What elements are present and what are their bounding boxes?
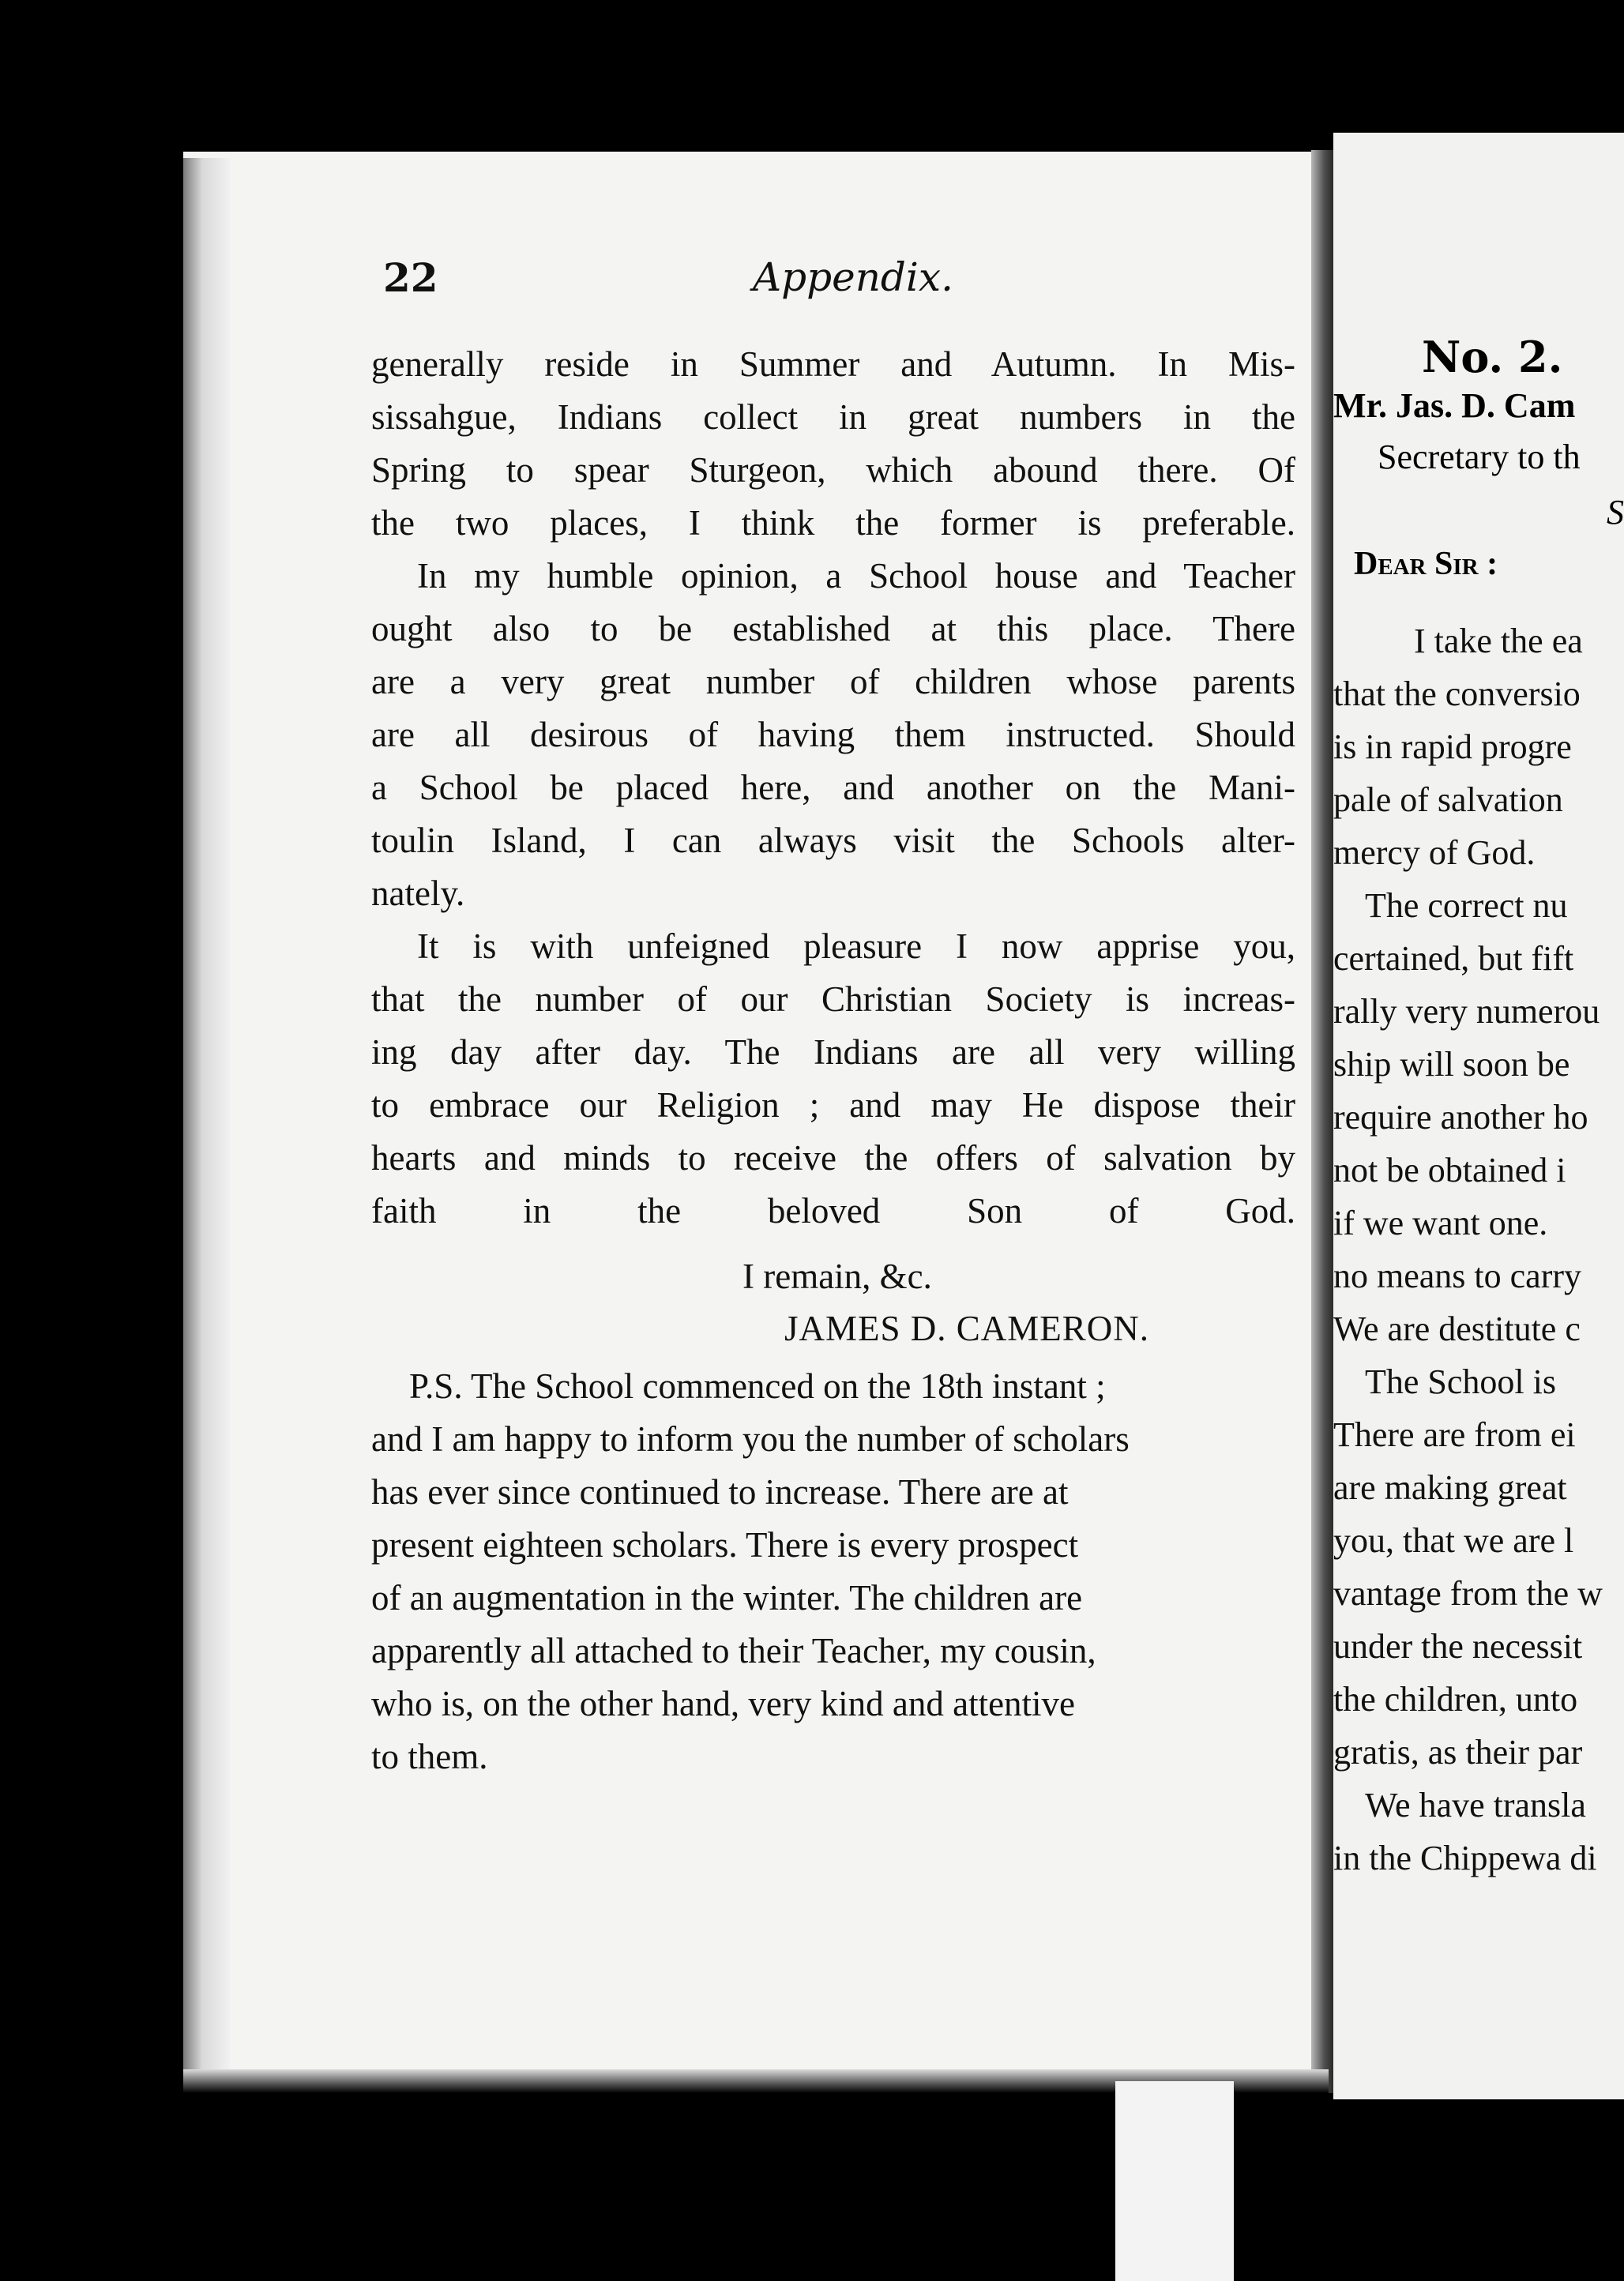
text-line: certained, but fift	[1333, 939, 1574, 978]
paragraph-3	[371, 920, 1295, 1238]
text-line: toulin Island, I can always visit the Schools alter-	[371, 821, 1295, 860]
address-line-1: Mr. Jas. D. Cam	[1333, 386, 1576, 425]
address-line-2: Secretary to th	[1378, 438, 1581, 476]
text-line: apparently all attached to their Teacher, my cousin,	[371, 1631, 1096, 1670]
bookmark-tab	[1115, 2081, 1234, 2281]
right-heading: No. 2.	[1422, 332, 1563, 382]
text-line: require another ho	[1333, 1098, 1588, 1137]
text-line: present eighteen scholars. There is every prospect	[371, 1525, 1079, 1565]
text-line: are making great	[1333, 1468, 1567, 1507]
paragraph-1	[371, 338, 1295, 550]
text-line: Spring to spear Sturgeon, which abound there. Of	[371, 450, 1295, 490]
text-line: a School be placed here, and another on the Mani-	[371, 768, 1295, 807]
text-line: ought also to be established at this place. There	[371, 609, 1295, 648]
text-line: are a very great number of children whose parents	[371, 662, 1295, 701]
text-line: is in rapid progre	[1333, 727, 1572, 766]
running-head: Appendix.	[753, 254, 954, 300]
text-line: hearts and minds to receive the offers of salvation by	[371, 1138, 1295, 1178]
text-line: The correct nu	[1365, 886, 1568, 925]
signature: JAMES D. CAMERON.	[784, 1309, 1150, 1348]
text-line: that the conversio	[1333, 675, 1581, 713]
text-line: who is, on the other hand, very kind and attentive	[371, 1684, 1076, 1723]
text-line: of an augmentation in the winter. The children are	[371, 1578, 1083, 1618]
text-line: faith in the beloved Son of God.	[371, 1191, 1295, 1231]
text-line: the two places, I think the former is preferable.	[371, 503, 1295, 543]
closing-line: I remain, &c.	[742, 1257, 932, 1296]
text-line: no means to carry	[1333, 1257, 1581, 1295]
text-line: gratis, as their par	[1333, 1733, 1583, 1772]
salutation: Dear Sir :	[1354, 546, 1498, 582]
text-line: ship will soon be	[1333, 1045, 1570, 1084]
address-fragment: S	[1607, 493, 1624, 532]
text-line: the children, unto	[1333, 1680, 1578, 1719]
text-line: It is with unfeigned pleasure I now apprise you,	[417, 926, 1295, 966]
text-line: to them.	[371, 1737, 488, 1776]
text-line: pale of salvation	[1333, 780, 1563, 819]
text-line: We are destitute c	[1333, 1310, 1581, 1348]
page-number: 22	[383, 254, 438, 301]
right-page-text-area	[1333, 133, 1624, 2099]
text-line: you, that we are l	[1333, 1521, 1574, 1560]
text-line: are all desirous of having them instructed. Should	[371, 715, 1295, 754]
text-line: There are from ei	[1333, 1415, 1576, 1454]
left-body-text	[371, 338, 1295, 1238]
text-line: in the Chippewa di	[1333, 1839, 1597, 1877]
text-line: mercy of God.	[1333, 833, 1536, 872]
right-body-text	[1333, 614, 1624, 1885]
postscript	[371, 1360, 1295, 1783]
text-line: vantage from the w	[1333, 1574, 1603, 1613]
page-edge-shadow	[183, 158, 231, 2077]
text-line: In my humble opinion, a School house and Teacher	[417, 556, 1295, 596]
text-line: if we want one.	[1333, 1204, 1548, 1242]
text-line: and I am happy to inform you the number of scholars	[371, 1419, 1130, 1459]
paragraph-2	[371, 550, 1295, 920]
text-line: I take the ea	[1414, 622, 1583, 660]
text-line: ing day after day. The Indians are all very willing	[371, 1032, 1295, 1072]
text-line: sissahgue, Indians collect in great numbers in the	[371, 397, 1295, 437]
text-line: not be obtained i	[1333, 1151, 1566, 1189]
text-line: to embrace our Religion ; and may He dispose their	[371, 1085, 1295, 1125]
text-line: has ever since continued to increase. There are at	[371, 1472, 1069, 1512]
book-gutter	[1311, 150, 1333, 2093]
text-line: rally very numerou	[1333, 992, 1600, 1031]
text-line: generally reside in Summer and Autumn. In Mis-	[371, 344, 1295, 384]
text-line: The School is	[1365, 1362, 1556, 1401]
text-line: that the number of our Christian Society is increas-	[371, 979, 1295, 1019]
text-line: under the necessit	[1333, 1627, 1583, 1666]
text-line: P.S. The School commenced on the 18th instant ;	[409, 1366, 1106, 1406]
text-line: We have transla	[1365, 1786, 1586, 1824]
page-header	[383, 254, 1291, 318]
text-line: nately.	[371, 874, 465, 913]
